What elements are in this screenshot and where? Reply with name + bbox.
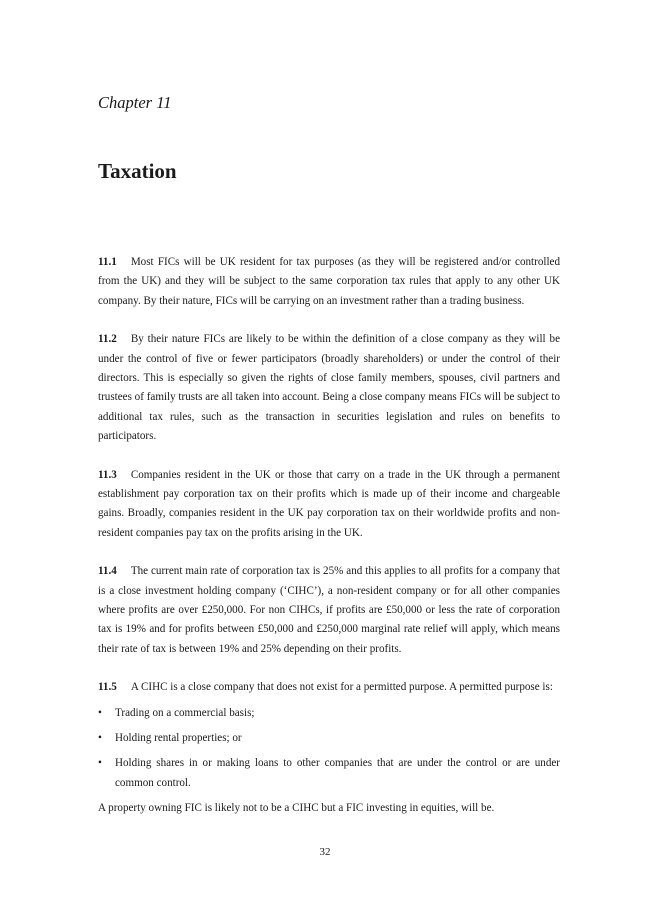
paragraph-number: 11.4 — [98, 565, 117, 578]
permitted-purpose-list — [98, 704, 560, 793]
bullet-glyph: • — [98, 731, 102, 744]
paragraph-number: 11.1 — [98, 256, 117, 268]
paragraph-text: Most FICs will be UK resident for tax purposes (as they will be registered and/or controlled from the UK) and they will be subject to the same corporation tax rules that apply to any other UK company. By their nature, FICs will be carrying on an investment rather than a trading business. — [98, 256, 560, 307]
bullet-glyph: • — [98, 706, 102, 719]
paragraph-text: By their nature FICs are likely to be within the definition of a close company as they will be under the control of five or fewer participators (broadly shareholders) or under the control of their directors. This is especially so given the rights of close family members, spouses, civil partners and trustees of family trusts are all taken into account. Being a close company means FICs will be subject to additional tax rules, such as the transaction in securities legislation and rules on benefits to participators. — [98, 333, 560, 442]
paragraph-11-1 — [98, 253, 560, 311]
paragraph-number: 11.5 — [98, 681, 117, 694]
list-item — [98, 754, 560, 793]
list-item — [98, 704, 560, 723]
paragraph-number: 11.2 — [98, 333, 117, 346]
paragraph-11-4 — [98, 562, 560, 658]
body-text — [98, 253, 560, 818]
list-item — [98, 729, 560, 748]
list-item-text: Holding shares in or making loans to other companies that are under the control or are under common control. — [115, 757, 560, 789]
paragraph-11-5 — [98, 678, 560, 697]
paragraph-text: The current main rate of corporation tax is 25% and this applies to all profits for a company that is a close investment holding company (‘CIHC’), a non-resident company or for all other companies where profits are over £250,000. For non CIHCs, if profits are £50,000 or less the rate of corporation tax is 19% and for profits between £50,000 and £250,000 marginal rate relief will apply, which means their rate of tax is between 19% and 25% depending on their profits. — [98, 565, 560, 655]
paragraph-11-3 — [98, 466, 560, 543]
bullet-glyph: • — [98, 757, 102, 770]
page-number: 32 — [319, 846, 331, 858]
paragraph-text: Companies resident in the UK or those that carry on a trade in the UK through a permanent establishment pay corporation tax on their profits which is made up of their income and chargeable gains. Broadly, companies resident in the UK pay corporation tax on their worldwide profits and non-resident companies pay tax on the profits arising in the UK. — [98, 468, 560, 539]
list-item-text: Trading on a commercial basis; — [115, 706, 255, 719]
paragraph-text: A CIHC is a close company that does not exist for a permitted purpose. A permitted purpose is: — [130, 681, 553, 694]
chapter-title: Taxation — [98, 159, 177, 183]
closing-sentence: A property owning FIC is likely not to be a CIHC but a FIC investing in equities, will be. — [98, 801, 495, 814]
paragraph-11-2 — [98, 330, 560, 446]
paragraph-number: 11.3 — [98, 468, 117, 481]
list-item-text: Holding rental properties; or — [115, 731, 242, 744]
chapter-label: Chapter 11 — [98, 93, 172, 112]
